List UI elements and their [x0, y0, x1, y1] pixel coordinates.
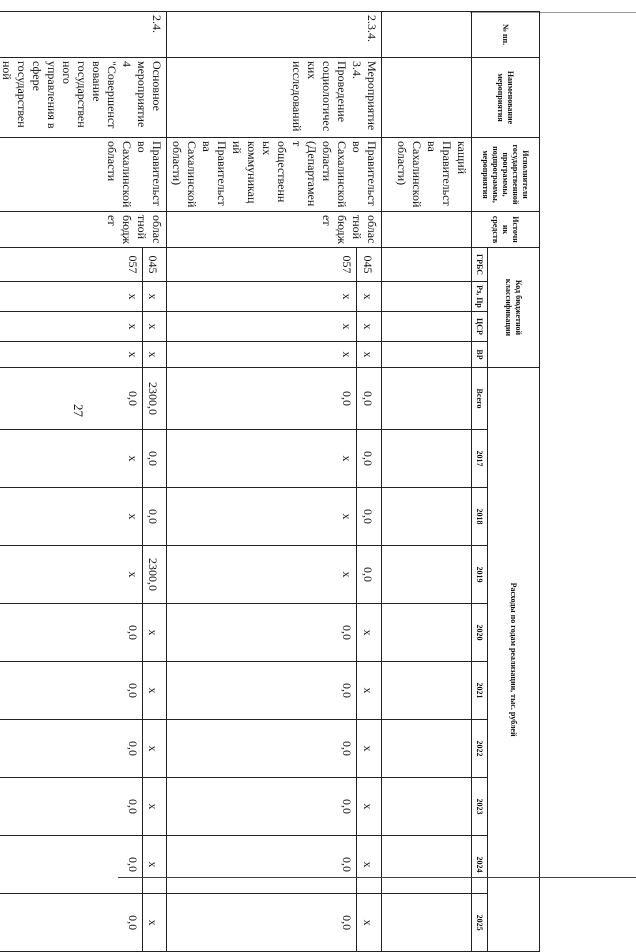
cell-2019: x	[0, 546, 143, 604]
cell-2025: x	[357, 894, 382, 952]
cell-vr: x	[0, 342, 143, 368]
col-rzpr-header: Рз, Пр	[472, 282, 488, 312]
col-grbs-header: ГРБС	[472, 248, 488, 282]
cell-2020: x	[357, 604, 382, 662]
col-year-header: 2018	[472, 488, 488, 546]
col-year-header: 2024	[472, 836, 488, 894]
continuation-row	[382, 12, 472, 952]
cell-2023: 0,0	[167, 778, 357, 836]
cell-2019: 2300,0	[143, 546, 167, 604]
cell-2019: x	[167, 546, 357, 604]
col-year-header: 2019	[472, 546, 488, 604]
header-row-1	[488, 12, 540, 952]
cell-vr: x	[143, 342, 167, 368]
cell-total: 2300,0	[143, 368, 167, 430]
cell-2017: 0,0	[143, 430, 167, 488]
cell-2022: 0,0	[167, 720, 357, 778]
budget-table	[0, 11, 540, 952]
cell-2018: 0,0	[143, 488, 167, 546]
cell-2018: 0,0	[357, 488, 382, 546]
cell-total: 0,0	[167, 368, 357, 430]
cell-total: 0,0	[357, 368, 382, 430]
col-budget-code-header: Код бюджетной классификации	[488, 248, 540, 368]
cell-2017: 0,0	[357, 430, 382, 488]
continuation-executor: кащий Правительства Сахалинской области)	[382, 138, 472, 212]
row-source: областной бюджет	[0, 212, 167, 248]
cell-2025: 0,0	[167, 894, 357, 952]
cell-2025: 0,0	[0, 894, 143, 952]
col-executors-header: Исполнители государственной программы, подпрограммы, мероприятия	[472, 138, 540, 212]
table-row	[357, 12, 382, 952]
cell-2017: x	[0, 430, 143, 488]
cell-csr: x	[143, 312, 167, 342]
col-source-header: Источник средств	[472, 212, 540, 248]
cell-2024: 0,0	[167, 836, 357, 894]
col-total-header: Всего	[472, 368, 488, 430]
row-name: Мероприятие 3.4. Проведение социологических исследований	[167, 58, 382, 138]
cell-rzpr: x	[167, 282, 357, 312]
cell-2018: x	[167, 488, 357, 546]
col-vr-header: ВР	[472, 342, 488, 368]
cell-2022: x	[357, 720, 382, 778]
cell-2021: 0,0	[167, 662, 357, 720]
cell-2021: x	[357, 662, 382, 720]
cell-2021: 0,0	[0, 662, 143, 720]
cell-empty	[382, 12, 472, 58]
cell-csr: x	[357, 312, 382, 342]
col-name-header: Наименование мероприятия	[472, 58, 540, 138]
cell-2019: 0,0	[357, 546, 382, 604]
row-num: 2.3.4.	[167, 12, 382, 58]
cell-grbs: 057	[167, 248, 357, 282]
cell-2020: 0,0	[167, 604, 357, 662]
row-source: областной бюджет	[167, 212, 382, 248]
cell-2022: x	[143, 720, 167, 778]
cell-rzpr: x	[357, 282, 382, 312]
cell-empty	[382, 212, 472, 248]
cell-2023: x	[357, 778, 382, 836]
bottom-rule	[118, 877, 636, 878]
cell-rzpr: x	[143, 282, 167, 312]
page-number: 27	[71, 404, 86, 417]
cell-vr: x	[357, 342, 382, 368]
table-row	[143, 12, 167, 952]
col-year-header: 2020	[472, 604, 488, 662]
col-year-header: 2017	[472, 430, 488, 488]
cell-2021: x	[143, 662, 167, 720]
cell-grbs: 045	[357, 248, 382, 282]
cell-2024: 0,0	[0, 836, 143, 894]
cell-grbs: 057	[0, 248, 143, 282]
cell-2023: 0,0	[0, 778, 143, 836]
cell-2022: 0,0	[0, 720, 143, 778]
cell-2023: x	[143, 778, 167, 836]
cell-2024: x	[357, 836, 382, 894]
cell-total: 0,0	[0, 368, 143, 430]
col-year-header: 2021	[472, 662, 488, 720]
cell-2020: 0,0	[0, 604, 143, 662]
col-year-header: 2023	[472, 778, 488, 836]
col-num-header: № пп.	[472, 12, 540, 58]
cell-2018: x	[0, 488, 143, 546]
cell-2024: x	[143, 836, 167, 894]
cell-grbs: 045	[143, 248, 167, 282]
rotated-table-wrapper	[0, 11, 540, 952]
col-expenses-header: Расходы по годам реализации, тыс. рублей	[488, 368, 540, 952]
cell-rzpr: x	[0, 282, 143, 312]
cell-csr: x	[0, 312, 143, 342]
col-year-header: 2025	[472, 894, 488, 952]
cell-vr: x	[167, 342, 357, 368]
row-executor: Правительство Сахалинской области (Департамент общественных коммуникаций Правительства Сахалинской области)	[167, 138, 382, 212]
cell-csr: x	[167, 312, 357, 342]
col-year-header: 2022	[472, 720, 488, 778]
cell-2017: x	[167, 430, 357, 488]
cell-2025: x	[143, 894, 167, 952]
row-name: Основное мероприятие 4 "Совершенствование государственного управления в сфере государственной	[0, 58, 167, 138]
row-executor: Правительство Сахалинской области	[0, 138, 167, 212]
cell-empty	[382, 58, 472, 138]
row-num: 2.4.	[0, 12, 167, 58]
col-csr-header: ЦСР	[472, 312, 488, 342]
cell-2020: x	[143, 604, 167, 662]
